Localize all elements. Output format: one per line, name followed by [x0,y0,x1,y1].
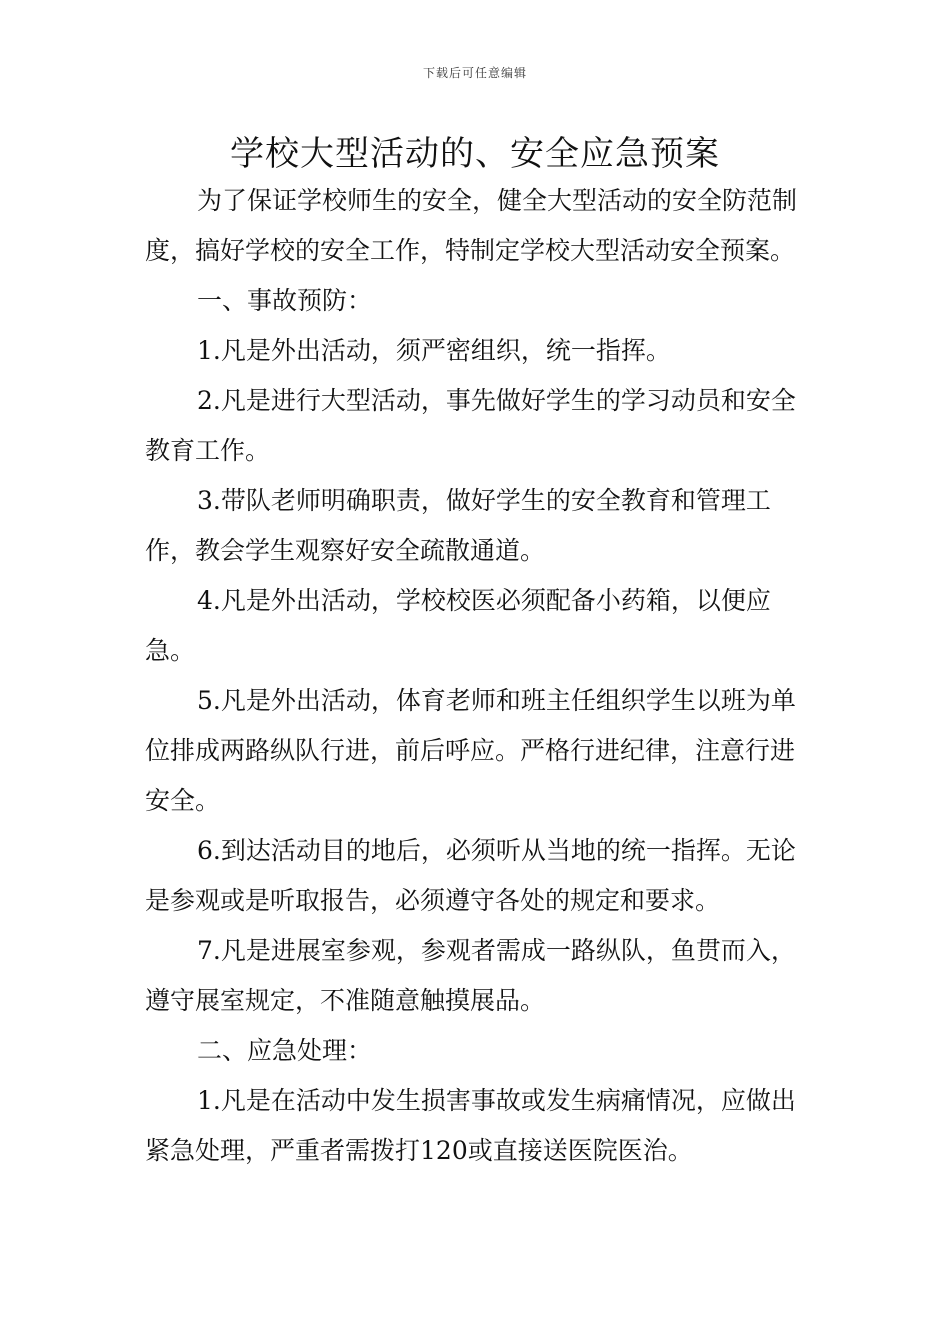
header-note: 下载后可任意编辑 [422,66,527,80]
list-item: 1.凡是在活动中发生损害事故或发生病痛情况，应做出紧急处理，严重者需拨打120或直接送医院医治。 [145,1086,796,1165]
list-item: 4.凡是外出活动，学校校医必须配备小药箱，以便应急。 [145,586,771,665]
list-item: 3.带队老师明确职责，做好学生的安全教育和管理工作，教会学生观察好安全疏散通道。 [145,486,771,565]
list-item: 1.凡是外出活动，须严密组织，统一指挥。 [197,336,671,365]
paragraph-intro: 为了保证学校师生的安全，健全大型活动的安全防范制度，搞好学校的安全工作，特制定学校大型活动安全预案。 [145,186,798,265]
list-item: 6.到达活动目的地后，必须听从当地的统一指挥。无论是参观或是听取报告，必须遵守各处的规定和要求。 [145,836,796,915]
section-heading-emergency: 二、应急处理： [197,1036,373,1065]
page-title: 学校大型活动的、安全应急预案 [230,134,720,174]
list-item: 7.凡是进展室参观，参观者需成一路纵队，鱼贯而入，遵守展室规定，不准随意触摸展品。 [145,936,796,1015]
section-heading-prevention: 一、事故预防： [197,286,373,315]
list-item: 2.凡是进行大型活动，事先做好学生的学习动员和安全教育工作。 [145,386,796,465]
list-item: 5.凡是外出活动，体育老师和班主任组织学生以班为单位排成两路纵队行进，前后呼应。严格行进纪律，注意行进安全。 [145,686,796,815]
document-body [145,176,810,1176]
